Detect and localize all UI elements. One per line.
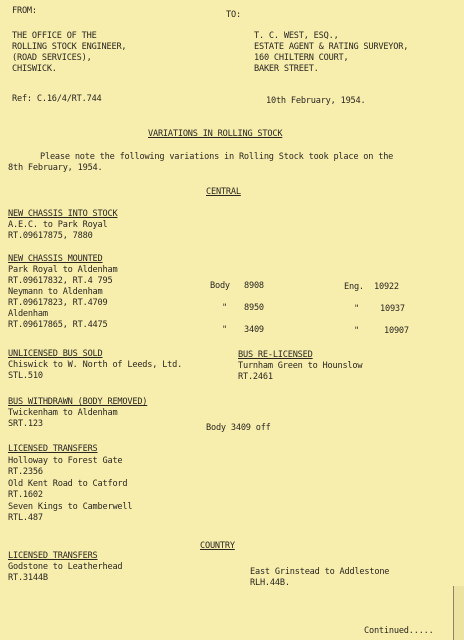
from-line-3: (ROAD SERVICES), (12, 53, 92, 63)
country-transfer-left-2: RT.3144B (8, 573, 48, 583)
from-line-4: CHISWICK. (12, 64, 57, 74)
withdrawn-line-2: SRT.123 (8, 419, 43, 429)
mounted-eng-label-1: Eng. (344, 282, 364, 292)
mounted-body-1: 8908 (244, 281, 264, 291)
mounted-route-1: Park Royal to Aldenham (8, 265, 118, 275)
unlicensed-sold-line-2: STL.510 (8, 371, 43, 381)
document-title: VARIATIONS IN ROLLING STOCK (148, 129, 283, 139)
mounted-eng-label-3: " (354, 326, 359, 336)
country-transfer-left-1: Godstone to Leatherhead (8, 562, 123, 572)
mounted-body-2: 8950 (244, 303, 264, 313)
mounted-eng-1: 10922 (374, 282, 399, 292)
mounted-eng-2: 10937 (380, 304, 405, 314)
to-line-1: T. C. WEST, ESQ., (254, 31, 339, 41)
mounted-chassis-3: RT.09617865, RT.4475 (8, 320, 108, 330)
withdrawn-body-note: Body 3409 off (206, 423, 271, 433)
country-transfers-heading: LICENSED TRANSFERS (8, 551, 98, 561)
from-line-1: THE OFFICE OF THE (12, 31, 97, 41)
new-chassis-heading: NEW CHASSIS INTO STOCK (8, 209, 118, 219)
to-line-4: BAKER STREET. (254, 64, 319, 74)
intro-line-1: Please note the following variations in Rolling Stock took place on the (40, 152, 394, 162)
unlicensed-sold-heading: UNLICENSED BUS SOLD (8, 349, 103, 359)
letter-date: 10th February, 1954. (266, 96, 366, 106)
country-transfer-right-1: East Grinstead to Addlestone (250, 567, 390, 577)
central-heading: CENTRAL (206, 187, 241, 197)
to-label: TO: (226, 10, 241, 20)
mounted-body-label-3: " (222, 325, 227, 335)
mounted-route-3: Aldenham (8, 309, 48, 319)
mounted-body-3: 3409 (244, 325, 264, 335)
country-heading: COUNTRY (200, 541, 235, 551)
continued-note: Continued..... (364, 626, 434, 636)
mounted-chassis-2: RT.09617823, RT.4709 (8, 298, 108, 308)
relicensed-line-2: RT.2461 (238, 372, 273, 382)
new-chassis-line-2: RT.09617875, 7880 (8, 231, 93, 241)
from-label: FROM: (12, 6, 37, 16)
to-line-3: 160 CHILTERN COURT, (254, 53, 349, 63)
relicensed-line-1: Turnham Green to Hounslow (238, 361, 363, 371)
intro-line-2: 8th February, 1954. (8, 163, 103, 173)
mounted-chassis-1: RT.09617832, RT.4 795 (8, 276, 113, 286)
withdrawn-heading: BUS WITHDRAWN (BODY REMOVED) (8, 397, 148, 407)
from-line-2: ROLLING STOCK ENGINEER, (12, 42, 127, 52)
transfer-line-1: Holloway to Forest Gate (8, 456, 123, 466)
transfers-heading: LICENSED TRANSFERS (8, 444, 98, 454)
relicensed-heading: BUS RE-LICENSED (238, 350, 313, 360)
mounted-eng-3: 10907 (384, 326, 409, 336)
page-edge (453, 586, 464, 640)
mounted-eng-label-2: " (354, 304, 359, 314)
unlicensed-sold-line-1: Chiswick to W. North of Leeds, Ltd. (8, 360, 183, 370)
mounted-body-label-1: Body (210, 281, 230, 291)
new-chassis-line-1: A.E.C. to Park Royal (8, 220, 108, 230)
transfer-line-4: RT.1602 (8, 490, 43, 500)
transfer-line-2: RT.2356 (8, 467, 43, 477)
to-line-2: ESTATE AGENT & RATING SURVEYOR, (254, 42, 409, 52)
country-transfer-right-2: RLH.44B. (250, 578, 290, 588)
transfer-line-6: RTL.487 (8, 513, 43, 523)
mounted-body-label-2: " (222, 303, 227, 313)
chassis-mounted-heading: NEW CHASSIS MOUNTED (8, 254, 103, 264)
transfer-line-5: Seven Kings to Camberwell (8, 502, 133, 512)
withdrawn-line-1: Twickenham to Aldenham (8, 408, 118, 418)
transfer-line-3: Old Kent Road to Catford (8, 479, 128, 489)
reference: Ref: C.16/4/RT.744 (12, 94, 102, 104)
mounted-route-2: Neymann to Aldenham (8, 287, 103, 297)
